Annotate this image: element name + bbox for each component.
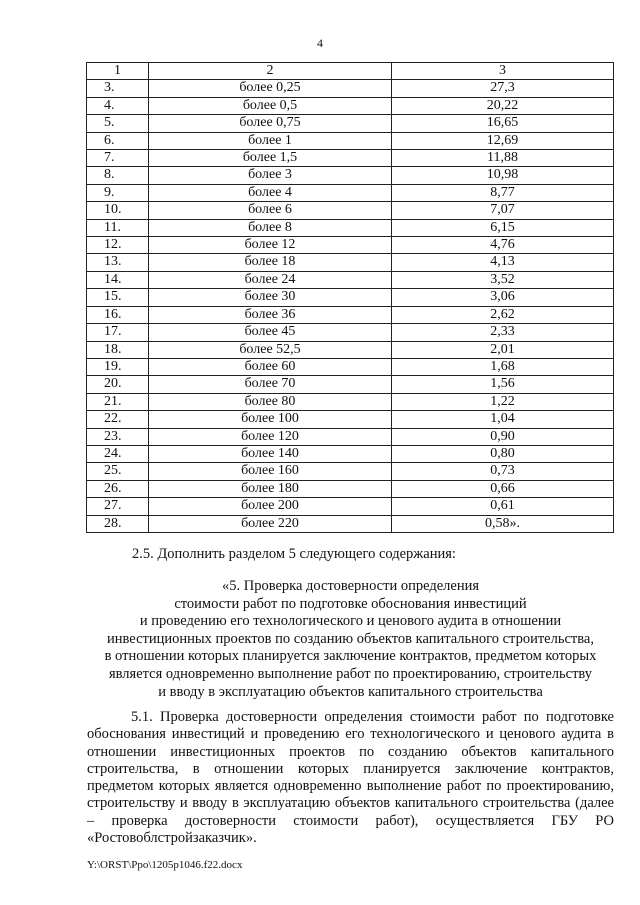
table-row [87, 428, 614, 445]
row-number-cell: 13. [87, 254, 149, 271]
header-cell-number: 1 [87, 63, 149, 80]
row-range-cell: более 30 [149, 289, 392, 306]
row-number-cell: 17. [87, 324, 149, 341]
row-value-cell: 2,62 [392, 306, 614, 323]
row-range-cell: более 60 [149, 358, 392, 375]
row-value-cell: 27,3 [392, 80, 614, 97]
row-range-cell: более 1,5 [149, 150, 392, 167]
row-number-cell: 23. [87, 428, 149, 445]
row-value-cell: 0,73 [392, 463, 614, 480]
row-number-cell: 28. [87, 515, 149, 532]
row-range-cell: более 3 [149, 167, 392, 184]
row-number-cell: 7. [87, 150, 149, 167]
row-number-cell: 14. [87, 271, 149, 288]
table-row [87, 289, 614, 306]
table-row [87, 376, 614, 393]
row-value-cell: 0,61 [392, 498, 614, 515]
table-row [87, 219, 614, 236]
row-number-cell: 8. [87, 167, 149, 184]
row-number-cell: 20. [87, 376, 149, 393]
row-range-cell: более 100 [149, 411, 392, 428]
table-row [87, 237, 614, 254]
row-number-cell: 10. [87, 202, 149, 219]
row-value-cell: 3,06 [392, 289, 614, 306]
row-range-cell: более 180 [149, 480, 392, 497]
row-number-cell: 25. [87, 463, 149, 480]
table-row [87, 463, 614, 480]
row-number-cell: 19. [87, 358, 149, 375]
section-heading-line: стоимости работ по подготовке обоснования инвестиций [174, 595, 527, 612]
table-row [87, 480, 614, 497]
table-header-row [87, 63, 614, 80]
row-number-cell: 26. [87, 480, 149, 497]
row-value-cell: 4,76 [392, 237, 614, 254]
table-row [87, 515, 614, 532]
row-number-cell: 9. [87, 184, 149, 201]
row-number-cell: 15. [87, 289, 149, 306]
row-range-cell: более 70 [149, 376, 392, 393]
table-row [87, 97, 614, 114]
table-row [87, 498, 614, 515]
row-number-cell: 16. [87, 306, 149, 323]
body-paragraph: 5.1. Проверка достоверности определения стоимости работ по подготовке обоснования инвестиций и проведению его технологического и ценового аудита в отношении инвестиционных проектов по созданию объектов капитального строительства, в отношении которых планируется заключение контрактов, предметом которых является одновременно выполнение работ по проектированию, строительству и вводу в эксплуатацию объектов капитального строительства (далее – проверка достоверности стоимости работ), осуществляется ГБУ РО «Ростовоблстройзаказчик». [87, 709, 614, 847]
row-value-cell: 1,22 [392, 393, 614, 410]
section-heading-line: инвестиционных проектов по созданию объектов капитального строительства, [107, 630, 594, 647]
row-range-cell: более 12 [149, 237, 392, 254]
table-row [87, 306, 614, 323]
row-range-cell: более 6 [149, 202, 392, 219]
table-row [87, 115, 614, 132]
table-row [87, 324, 614, 341]
row-number-cell: 27. [87, 498, 149, 515]
row-range-cell: более 0,75 [149, 115, 392, 132]
row-value-cell: 6,15 [392, 219, 614, 236]
row-value-cell: 0,80 [392, 445, 614, 462]
row-value-cell: 1,56 [392, 376, 614, 393]
row-range-cell: более 1 [149, 132, 392, 149]
row-range-cell: более 80 [149, 393, 392, 410]
intro-paragraph: 2.5. Дополнить разделом 5 следующего содержания: [132, 546, 456, 562]
row-value-cell: 8,77 [392, 184, 614, 201]
table-row [87, 202, 614, 219]
section-heading-line: и вводу в эксплуатацию объектов капитального строительства [158, 683, 543, 700]
row-value-cell: 10,98 [392, 167, 614, 184]
table-row [87, 271, 614, 288]
table-row [87, 411, 614, 428]
row-range-cell: более 45 [149, 324, 392, 341]
table-row [87, 358, 614, 375]
row-number-cell: 12. [87, 237, 149, 254]
row-number-cell: 22. [87, 411, 149, 428]
rates-table [86, 62, 614, 533]
row-range-cell: более 140 [149, 445, 392, 462]
row-value-cell: 2,33 [392, 324, 614, 341]
row-range-cell: более 8 [149, 219, 392, 236]
section-heading-line: «5. Проверка достоверности определения [221, 578, 480, 594]
table-row [87, 445, 614, 462]
row-range-cell: более 52,5 [149, 341, 392, 358]
row-number-cell: 11. [87, 219, 149, 236]
row-value-cell: 0,58». [392, 515, 614, 532]
row-value-cell: 12,69 [392, 132, 614, 149]
row-number-cell: 5. [87, 115, 149, 132]
table-row [87, 254, 614, 271]
row-value-cell: 11,88 [392, 150, 614, 167]
header-cell-range: 2 [149, 63, 392, 80]
page-number: 4 [317, 36, 323, 50]
section-heading-line: в отношении которых планируется заключение контрактов, предметом которых [104, 648, 597, 665]
row-value-cell: 1,04 [392, 411, 614, 428]
table-row [87, 80, 614, 97]
row-range-cell: более 36 [149, 306, 392, 323]
row-value-cell: 1,68 [392, 358, 614, 375]
row-value-cell: 3,52 [392, 271, 614, 288]
row-number-cell: 18. [87, 341, 149, 358]
row-range-cell: более 24 [149, 271, 392, 288]
row-number-cell: 4. [87, 97, 149, 114]
footer-file-path: Y:\ORST\Ppo\1205p1046.f22.docx [87, 859, 243, 871]
row-value-cell: 4,13 [392, 254, 614, 271]
row-number-cell: 24. [87, 445, 149, 462]
table-row [87, 132, 614, 149]
row-range-cell: более 220 [149, 515, 392, 532]
row-range-cell: более 120 [149, 428, 392, 445]
row-range-cell: более 0,25 [149, 80, 392, 97]
row-value-cell: 16,65 [392, 115, 614, 132]
row-range-cell: более 0,5 [149, 97, 392, 114]
table-row [87, 150, 614, 167]
table-row [87, 393, 614, 410]
rates-table-body [87, 63, 614, 533]
section-heading-line: и проведению его технологического и ценового аудита в отношении [139, 613, 562, 630]
row-range-cell: более 18 [149, 254, 392, 271]
row-number-cell: 3. [87, 80, 149, 97]
table-row [87, 184, 614, 201]
row-number-cell: 21. [87, 393, 149, 410]
row-value-cell: 7,07 [392, 202, 614, 219]
row-range-cell: более 200 [149, 498, 392, 515]
header-cell-value: 3 [392, 63, 614, 80]
row-value-cell: 0,66 [392, 480, 614, 497]
row-number-cell: 6. [87, 132, 149, 149]
row-value-cell: 2,01 [392, 341, 614, 358]
table-row [87, 341, 614, 358]
table-row [87, 167, 614, 184]
section-heading [87, 578, 614, 701]
section-heading-line: является одновременно выполнение работ по проектированию, строительству [108, 665, 593, 682]
row-value-cell: 0,90 [392, 428, 614, 445]
row-range-cell: более 4 [149, 184, 392, 201]
row-range-cell: более 160 [149, 463, 392, 480]
row-value-cell: 20,22 [392, 97, 614, 114]
